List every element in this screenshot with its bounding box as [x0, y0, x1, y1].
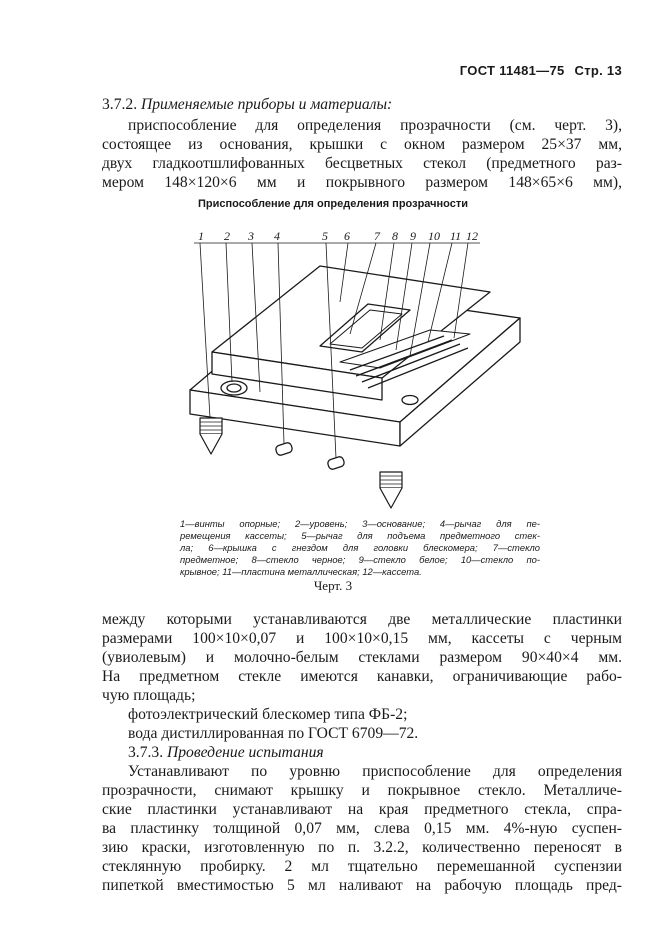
legend-line-1: 1—винты опорные; 2—уровень; 3—основание; 4—рычаг для пе-	[180, 518, 540, 529]
figure-legend	[180, 518, 540, 578]
section-372-line-1: приспособление для определения прозрачности (см. черт. 3),	[128, 117, 622, 134]
section-372-line-3: двух гладкоотшлифованных бесцветных стекол (предметного раз-	[102, 155, 622, 172]
section-372-line-4: мером 148×120×6 мм и покрывного размером 148×65×6 мм),	[102, 174, 622, 191]
section-373-line-7: пипеткой вместимостью 5 мл наливают на рабочую площадь пред-	[102, 877, 622, 894]
legend-line-2: ремещения кассеты; 5—рычаг для подъема предметного стек-	[180, 530, 540, 541]
section-372-line-2: состоящее из основания, крышки с окном размером 25×37 мм,	[102, 136, 622, 153]
device-drawing	[170, 222, 530, 512]
callout-11: 11	[450, 229, 462, 243]
standard-number: ГОСТ 11481—75	[459, 63, 565, 78]
page-number: Стр. 13	[574, 63, 622, 78]
figure-title: Приспособление для определения прозрачности	[197, 198, 469, 210]
callout-12: 12	[466, 229, 478, 243]
section-373-line-4: ва пластинку толщиной 0,07 мм, слева 0,15 мм. 4%-ную суспен-	[102, 820, 622, 837]
section-373-line-1: Устанавливают по уровню приспособление для определения	[128, 763, 622, 780]
legend-line-3: ла; 6—крышка с гнездом для головки блескомера; 7—стекло	[180, 542, 540, 553]
body-line-5: чую площадь;	[102, 687, 196, 704]
callout-1: 1	[198, 229, 204, 243]
section-372-heading: 3.7.2. Применяемые приборы и материалы:	[102, 96, 393, 113]
body-line-4: На предметном стекле имеются канавки, ограничивающие рабо-	[102, 668, 622, 685]
legend-line-4: предметное; 8—стекло черное; 9—стекло белое; 10—стекло по-	[180, 554, 540, 565]
section-373-heading: 3.7.3. Проведение испытания	[128, 744, 324, 761]
callout-3: 3	[248, 229, 254, 243]
section-372-title: Применяемые приборы и материалы:	[141, 96, 393, 113]
section-373-line-6: стеклянную пробирку. 2 мл тщательно перемешанной суспензии	[102, 858, 622, 875]
callout-4: 4	[274, 229, 280, 243]
body-line-3: (увиолевым) и молочно-белым стеклами размером 90×40×4 мм.	[102, 649, 622, 666]
body-item-1: фотоэлектрический блескомер типа ФБ-2;	[128, 706, 408, 723]
section-373-title: Проведение испытания	[167, 744, 324, 761]
section-373-line-5: зию краски, изготовленную по п. 3.2.2, количественно переносят в	[102, 839, 622, 856]
callout-9: 9	[410, 229, 416, 243]
body-item-2: вода дистиллированная по ГОСТ 6709—72.	[128, 725, 419, 742]
section-373-line-2: прозрачности, снимают крышку и покрывное стекло. Металличе-	[102, 782, 622, 799]
section-373-line-3: ские пластинки устанавливают на края предметного стекла, спра-	[102, 801, 622, 818]
page-header	[460, 63, 622, 78]
figure-caption: Черт. 3	[313, 578, 353, 593]
legend-line-5: крывное; 11—пластина металлическая; 12—кассета.	[180, 566, 422, 577]
callout-10: 10	[428, 229, 440, 243]
callout-8: 8	[392, 229, 398, 243]
callout-7: 7	[374, 229, 380, 243]
body-line-1: между которыми устанавливаются две металлические пластинки	[102, 611, 622, 628]
body-line-2: размерами 100×10×0,07 и 100×10×0,15 мм, кассеты с черным	[102, 630, 622, 647]
callout-6: 6	[344, 229, 350, 243]
callout-2: 2	[224, 229, 230, 243]
callout-5: 5	[322, 229, 328, 243]
